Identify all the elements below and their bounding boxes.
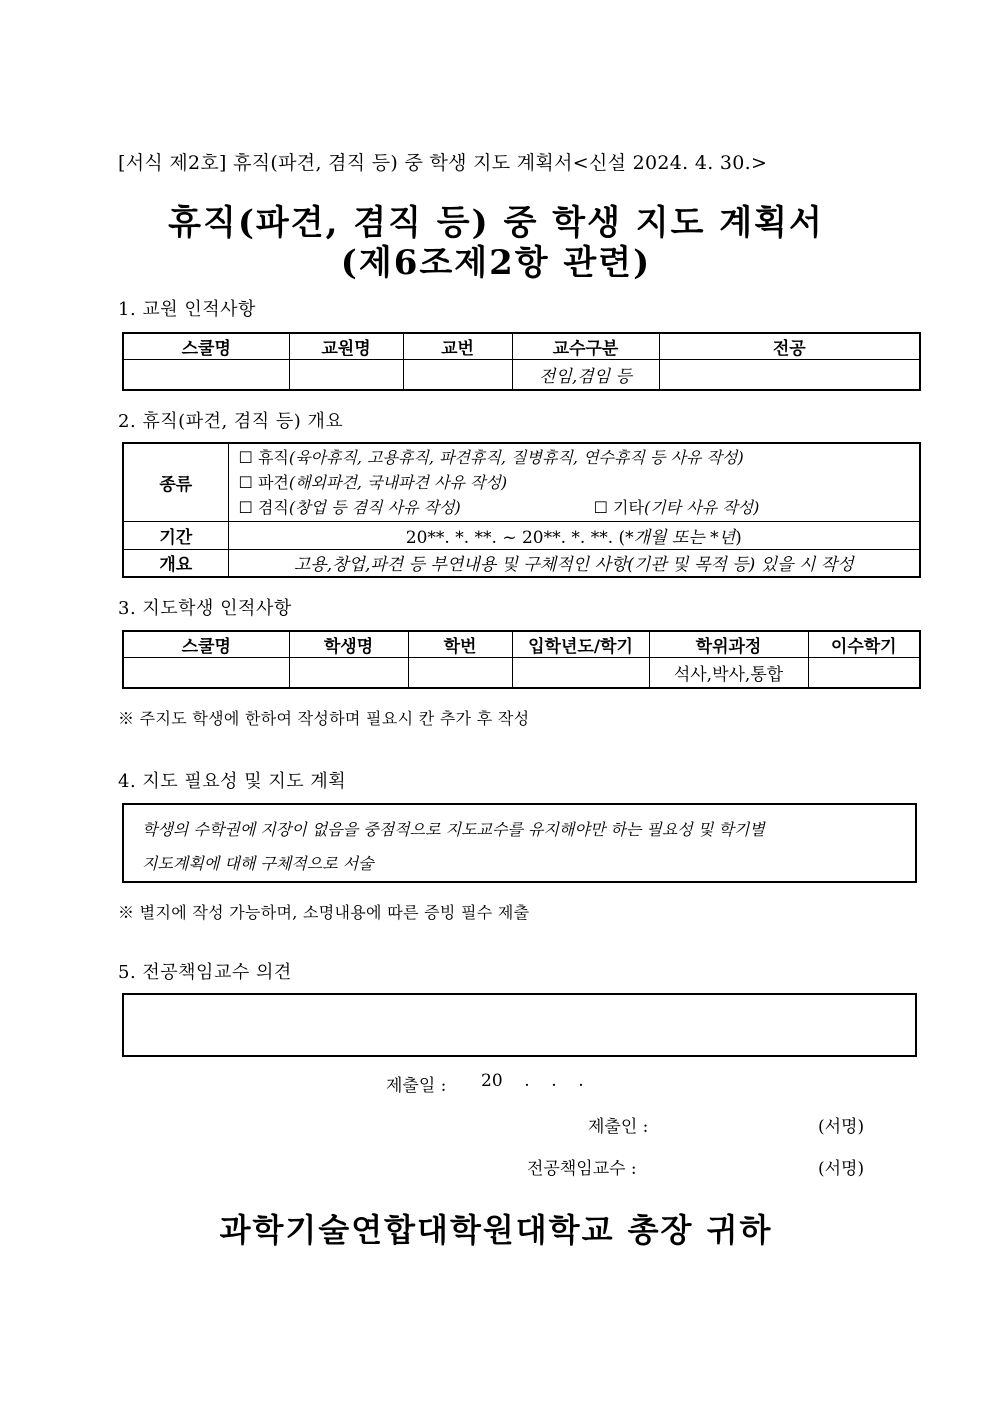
column-header: 학생명	[289, 631, 408, 658]
option-concurrent[interactable]	[239, 495, 589, 520]
head-professor-label: 전공책임교수 :	[527, 1159, 637, 1179]
section-2-heading: 2. 휴직(파견, 겸직 등) 개요	[118, 411, 344, 432]
option-concurrent-name: 겸직	[257, 497, 289, 517]
student-id-cell[interactable]	[408, 658, 512, 688]
option-dispatch-desc: (해외파견, 국내파견 사유 작성)	[288, 472, 508, 492]
checkbox-icon[interactable]: ☐	[238, 472, 253, 492]
option-leave[interactable]	[239, 445, 920, 470]
period-label: 기간	[123, 521, 228, 549]
submission-date-label: 제출일 :	[386, 1076, 447, 1096]
section-4-note: ※ 별지에 작성 가능하며, 소명내용에 따른 증빙 필수 제출	[118, 903, 530, 922]
option-leave-name: 휴직	[257, 447, 289, 467]
option-other[interactable]	[594, 498, 760, 517]
table-row	[123, 360, 920, 390]
document-subtitle: (제6조제2항 관련)	[340, 243, 652, 283]
type-row	[123, 443, 920, 521]
checkbox-icon[interactable]: ☐	[238, 447, 253, 467]
column-header: 이수학기	[808, 631, 920, 658]
school-name-cell[interactable]	[123, 360, 289, 390]
type-label: 종류	[123, 443, 228, 521]
submitter-signature[interactable]: (서명)	[818, 1117, 865, 1137]
leave-overview-table	[122, 442, 921, 578]
column-header: 스쿨명	[123, 333, 289, 360]
option-dispatch[interactable]	[239, 470, 920, 495]
document-title: 휴직(파견, 겸직 등) 중 학생 지도 계획서	[168, 203, 824, 243]
option-dispatch-name: 파견	[257, 472, 289, 492]
guidance-plan-line-2: 지도계획에 대해 구체적으로 서술	[142, 854, 374, 873]
completed-terms-cell[interactable]	[808, 658, 920, 688]
student-name-cell[interactable]	[289, 658, 408, 688]
admission-term-cell[interactable]	[512, 658, 649, 688]
faculty-name-cell[interactable]	[289, 360, 403, 390]
checkbox-icon[interactable]: ☐	[238, 497, 253, 517]
column-header: 학번	[408, 631, 512, 658]
option-other-name: 기타	[613, 497, 644, 517]
degree-program-cell[interactable]: 석사,박사,통합	[649, 658, 808, 688]
section-1-heading: 1. 교원 인적사항	[118, 299, 256, 320]
period-note: *개월 또는 *년	[625, 527, 736, 548]
column-header: 입학년도/학기	[512, 631, 649, 658]
guidance-plan-box[interactable]	[122, 803, 917, 883]
option-other-desc: (기타 사유 작성)	[643, 497, 760, 517]
major-cell[interactable]	[659, 360, 920, 390]
faculty-info-table	[122, 332, 921, 391]
table-row	[123, 658, 920, 688]
summary-row	[123, 549, 920, 577]
section-3-note: ※ 주지도 학생에 한하여 작성하며 필요시 칸 추가 후 작성	[118, 709, 530, 728]
column-header: 학위과정	[649, 631, 808, 658]
column-header: 교번	[403, 333, 512, 360]
form-number-label: [서식 제2호] 휴직(파견, 겸직 등) 중 학생 지도 계획서<신설 2024. 4. 30.>	[118, 152, 768, 174]
option-leave-desc: (육아휴직, 고용휴직, 파견휴직, 질병휴직, 연수휴직 등 사유 작성)	[288, 447, 744, 467]
period-close: )	[735, 527, 742, 548]
option-row-3	[239, 495, 920, 520]
head-professor-signature[interactable]: (서명)	[818, 1159, 865, 1179]
summary-cell[interactable]: 고용,창업,파견 등 부연내용 및 구체적인 사항(기관 및 목적 등) 있을 시 작성	[228, 549, 920, 577]
student-info-table	[122, 630, 921, 689]
addressee: 과학기술연합대학원대학교 총장 귀하	[219, 1211, 773, 1249]
column-header: 스쿨명	[123, 631, 289, 658]
type-options	[228, 443, 920, 521]
student-school-cell[interactable]	[123, 658, 289, 688]
opinion-box[interactable]	[122, 993, 917, 1057]
guidance-plan-line-1: 학생의 수학권에 지장이 없음을 중점적으로 지도교수를 유지해야만 하는 필요성 및 학기별	[142, 820, 765, 839]
section-5-heading: 5. 전공책임교수 의견	[118, 962, 292, 983]
column-header: 교수구분	[512, 333, 659, 360]
column-header: 교원명	[289, 333, 403, 360]
section-3-heading: 3. 지도학생 인적사항	[118, 598, 292, 619]
section-4-heading: 4. 지도 필요성 및 지도 계획	[118, 771, 347, 792]
submitter-label: 제출인 :	[588, 1117, 649, 1137]
option-concurrent-desc: (창업 등 겸직 사유 작성)	[288, 497, 461, 517]
table-header-row	[123, 631, 920, 658]
summary-label: 개요	[123, 549, 228, 577]
period-value: 20**. *. **. ~ 20**. *. **. (	[405, 527, 626, 548]
faculty-id-cell[interactable]	[403, 360, 512, 390]
submission-date-value[interactable]: 20 . . .	[481, 1071, 584, 1091]
period-row	[123, 521, 920, 549]
faculty-type-cell[interactable]: 전임,겸임 등	[512, 360, 659, 390]
period-cell[interactable]	[228, 521, 920, 549]
column-header: 전공	[659, 333, 920, 360]
checkbox-icon[interactable]: ☐	[593, 497, 608, 517]
table-header-row	[123, 333, 920, 360]
